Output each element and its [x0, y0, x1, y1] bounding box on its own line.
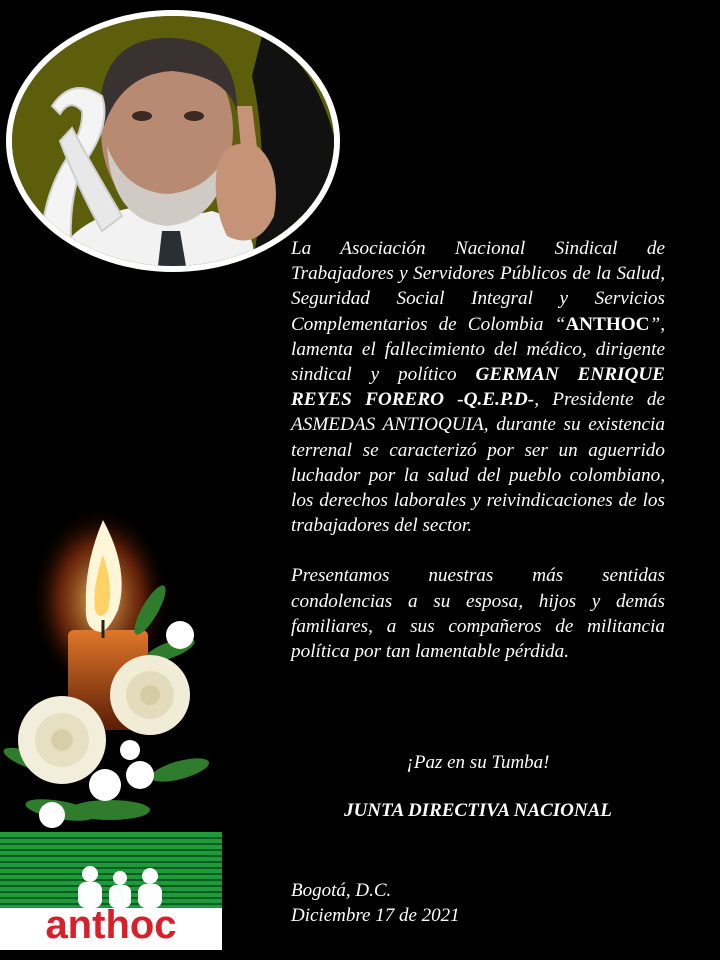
portrait-illustration	[12, 16, 334, 266]
people-silhouette-icon	[78, 866, 162, 908]
portrait-photo	[12, 16, 334, 266]
logo-wordmark: anthoc	[45, 903, 177, 947]
signature-board: JUNTA DIRECTIVA NACIONAL	[344, 800, 612, 821]
announcement-middle: ”, lamenta el fallecimiento del médico, dirigente sindical y político	[291, 313, 665, 386]
date: Diciembre 17 de 2021	[291, 905, 460, 926]
peace-message: ¡Paz en su Tumba!	[406, 752, 550, 773]
portrait-frame	[6, 10, 340, 272]
place: Bogotá, D.C.	[291, 880, 392, 901]
announcement-intro: La Asociación Nacional Sindical de Trabajadores y Servidores Públicos de la Salud, Seguridad Social Integral y Servicios Complementarios de Colombia “	[291, 238, 665, 335]
place-date	[291, 878, 460, 928]
announcement-tribute: , Presidente de ASMEDAS ANTIOQUIA, durante su existencia terrenal se caracterizó por ser un aguerrido luchador por la salud del pueblo colombiano, los derechos laborales y reivindicaciones de los trabajadores del sector.	[291, 389, 665, 537]
anthoc-logo	[0, 832, 222, 950]
condolence-text	[291, 236, 665, 664]
organization-name: ANTHOC	[565, 313, 650, 335]
deceased-name: GERMAN ENRIQUE REYES FORERO -Q.E.P.D-	[291, 364, 665, 411]
paragraph-condolences: Presentamos nuestras más sentidas condolencias a su esposa, hijos y demás familiares, a sus compañeros de militancia política por tan lamentable pérdida.	[291, 565, 665, 663]
candle-roses-illustration	[0, 510, 215, 835]
paragraph-announcement	[291, 236, 665, 538]
